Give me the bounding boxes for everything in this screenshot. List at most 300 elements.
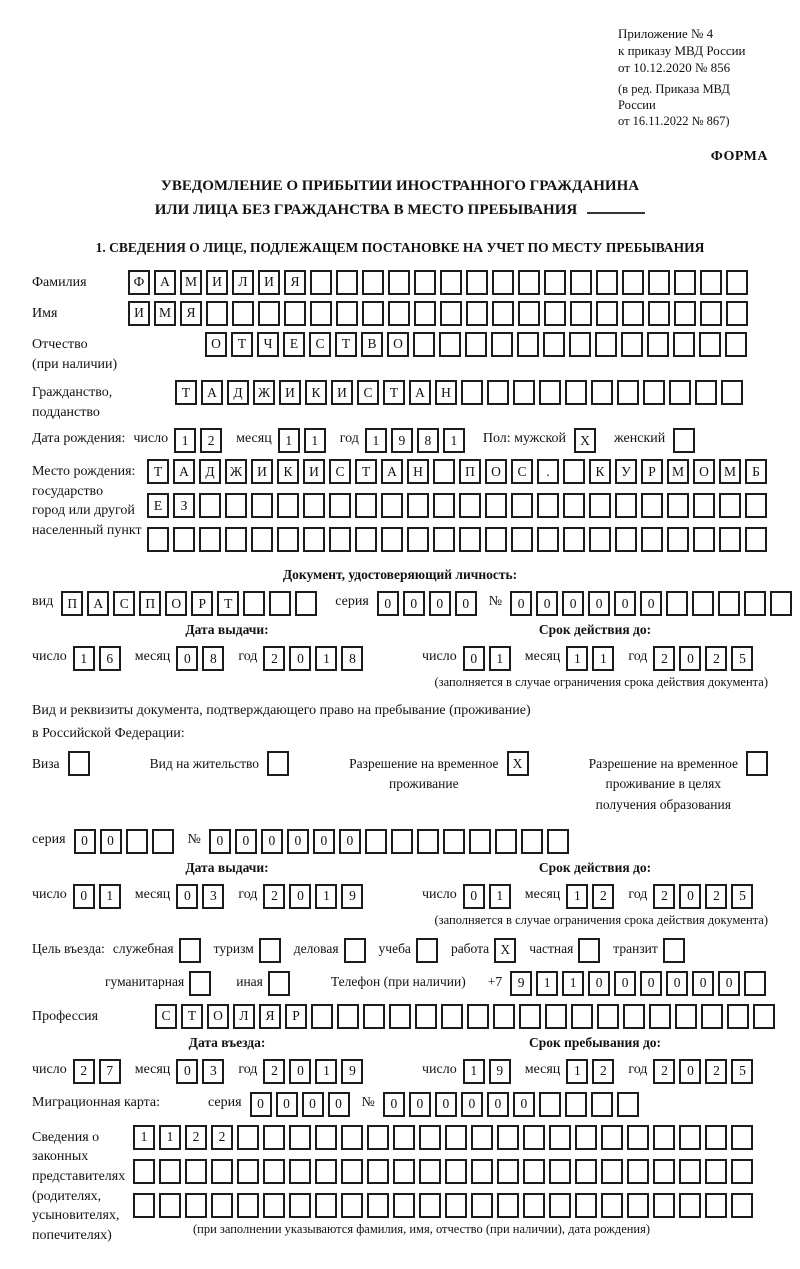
char-cell[interactable]: 0 [640,591,662,616]
char-cell[interactable]: 0 [679,1059,701,1084]
phone-cells[interactable] [510,971,770,996]
surname-cells[interactable] [128,270,752,295]
char-cell[interactable] [251,493,273,518]
char-cell[interactable] [391,829,413,854]
char-cell[interactable] [284,301,306,326]
char-cell[interactable]: 3 [202,884,224,909]
char-cell[interactable] [695,380,717,405]
char-cell[interactable] [544,301,566,326]
char-cell[interactable]: А [87,591,109,616]
char-cell[interactable] [575,1125,597,1150]
char-cell[interactable] [539,1092,561,1117]
char-cell[interactable]: 0 [176,646,198,671]
char-cell[interactable]: 2 [185,1125,207,1150]
identity-issue-year-cells[interactable] [263,646,367,671]
char-cell[interactable] [225,527,247,552]
char-cell[interactable] [417,829,439,854]
char-cell[interactable]: Б [745,459,767,484]
char-cell[interactable] [303,527,325,552]
char-cell[interactable] [381,493,403,518]
birth-year-cells[interactable] [365,428,469,453]
char-cell[interactable]: 2 [705,1059,727,1084]
char-cell[interactable] [518,301,540,326]
char-cell[interactable]: Р [641,459,663,484]
char-cell[interactable]: 0 [261,829,283,854]
char-cell[interactable] [649,1004,671,1029]
char-cell[interactable] [705,1125,727,1150]
char-cell[interactable]: 9 [341,1059,363,1084]
char-cell[interactable]: М [154,301,176,326]
char-cell[interactable] [329,527,351,552]
char-cell[interactable] [575,1193,597,1218]
char-cell[interactable]: С [309,332,331,357]
char-cell[interactable] [295,591,317,616]
char-cell[interactable] [443,829,465,854]
char-cell[interactable] [493,1004,515,1029]
char-cell[interactable]: М [180,270,202,295]
char-cell[interactable] [539,380,561,405]
char-cell[interactable] [523,1125,545,1150]
sex-female-checkbox[interactable] [673,428,699,453]
char-cell[interactable] [744,591,766,616]
temp-residence-checkbox[interactable] [507,751,529,776]
char-cell[interactable]: 0 [640,971,662,996]
char-cell[interactable]: 0 [455,591,477,616]
char-cell[interactable] [521,829,543,854]
char-cell[interactable] [641,527,663,552]
char-cell[interactable] [416,938,438,963]
char-cell[interactable]: 1 [566,884,588,909]
char-cell[interactable] [537,527,559,552]
char-cell[interactable]: С [329,459,351,484]
profession-cells[interactable] [155,1004,779,1029]
char-cell[interactable]: О [693,459,715,484]
char-cell[interactable]: И [258,270,280,295]
char-cell[interactable]: И [128,301,150,326]
char-cell[interactable] [726,301,748,326]
identity-issue-month-cells[interactable] [176,646,228,671]
char-cell[interactable]: И [279,380,301,405]
char-cell[interactable]: 8 [417,428,439,453]
char-cell[interactable] [315,1193,337,1218]
char-cell[interactable]: 0 [588,591,610,616]
char-cell[interactable]: К [305,380,327,405]
char-cell[interactable] [726,270,748,295]
char-cell[interactable] [648,301,670,326]
identity-issue-day-cells[interactable] [73,646,125,671]
char-cell[interactable] [179,938,201,963]
char-cell[interactable] [727,1004,749,1029]
char-cell[interactable]: 8 [341,646,363,671]
purpose-study-checkbox[interactable] [416,938,438,963]
char-cell[interactable] [363,1004,385,1029]
char-cell[interactable]: 9 [341,884,363,909]
char-cell[interactable] [471,1193,493,1218]
char-cell[interactable] [263,1125,285,1150]
char-cell[interactable]: Д [227,380,249,405]
char-cell[interactable]: . [537,459,559,484]
char-cell[interactable] [549,1125,571,1150]
char-cell[interactable]: 0 [435,1092,457,1117]
char-cell[interactable] [491,332,513,357]
residence-issue-year-cells[interactable] [263,884,367,909]
char-cell[interactable]: 1 [592,646,614,671]
char-cell[interactable] [415,1004,437,1029]
char-cell[interactable] [268,971,290,996]
char-cell[interactable] [693,493,715,518]
char-cell[interactable]: 2 [705,646,727,671]
char-cell[interactable] [492,270,514,295]
char-cell[interactable] [466,270,488,295]
char-cell[interactable] [679,1125,701,1150]
char-cell[interactable]: 1 [443,428,465,453]
char-cell[interactable] [669,380,691,405]
char-cell[interactable] [719,493,741,518]
char-cell[interactable] [597,1004,619,1029]
char-cell[interactable]: П [61,591,83,616]
char-cell[interactable] [467,1004,489,1029]
char-cell[interactable] [719,527,741,552]
char-cell[interactable] [471,1125,493,1150]
char-cell[interactable]: 2 [211,1125,233,1150]
char-cell[interactable]: В [361,332,383,357]
char-cell[interactable] [469,829,491,854]
purpose-humanitarian-checkbox[interactable] [189,971,211,996]
char-cell[interactable] [433,527,455,552]
char-cell[interactable] [621,332,643,357]
char-cell[interactable]: 1 [315,1059,337,1084]
char-cell[interactable]: 0 [328,1092,350,1117]
char-cell[interactable]: 0 [487,1092,509,1117]
char-cell[interactable]: Ж [225,459,247,484]
char-cell[interactable] [441,1004,463,1029]
birth-month-cells[interactable] [278,428,330,453]
char-cell[interactable]: 0 [289,1059,311,1084]
entry-month-cells[interactable] [176,1059,228,1084]
char-cell[interactable] [303,493,325,518]
char-cell[interactable] [693,527,715,552]
char-cell[interactable]: 5 [731,1059,753,1084]
char-cell[interactable]: 7 [99,1059,121,1084]
char-cell[interactable] [700,301,722,326]
entry-year-cells[interactable] [263,1059,367,1084]
char-cell[interactable]: 2 [73,1059,95,1084]
char-cell[interactable]: 0 [429,591,451,616]
purpose-business-checkbox[interactable] [344,938,366,963]
char-cell[interactable] [237,1193,259,1218]
char-cell[interactable] [487,380,509,405]
char-cell[interactable]: 0 [235,829,257,854]
char-cell[interactable] [699,332,721,357]
char-cell[interactable]: М [719,459,741,484]
char-cell[interactable] [673,332,695,357]
birth-day-cells[interactable] [174,428,226,453]
patronymic-cells[interactable] [205,332,751,357]
char-cell[interactable] [543,332,565,357]
char-cell[interactable] [746,751,768,776]
char-cell[interactable]: П [459,459,481,484]
char-cell[interactable] [68,751,90,776]
char-cell[interactable] [315,1125,337,1150]
char-cell[interactable]: 2 [705,884,727,909]
char-cell[interactable] [341,1125,363,1150]
char-cell[interactable] [344,938,366,963]
char-cell[interactable] [365,829,387,854]
char-cell[interactable]: 0 [536,591,558,616]
char-cell[interactable] [517,332,539,357]
char-cell[interactable] [622,301,644,326]
char-cell[interactable] [731,1193,753,1218]
char-cell[interactable] [289,1125,311,1150]
birth-place-row2-cells[interactable] [147,493,771,518]
char-cell[interactable] [311,1004,333,1029]
char-cell[interactable] [310,301,332,326]
char-cell[interactable] [492,301,514,326]
residence-series-cells[interactable] [74,829,178,854]
char-cell[interactable]: 1 [489,646,511,671]
char-cell[interactable]: И [206,270,228,295]
char-cell[interactable] [700,270,722,295]
char-cell[interactable] [513,380,535,405]
char-cell[interactable]: А [381,459,403,484]
char-cell[interactable] [523,1193,545,1218]
char-cell[interactable]: И [303,459,325,484]
migration-series-cells[interactable] [250,1092,354,1117]
char-cell[interactable]: 2 [592,884,614,909]
char-cell[interactable] [647,332,669,357]
char-cell[interactable] [199,493,221,518]
char-cell[interactable]: 1 [73,646,95,671]
char-cell[interactable]: 0 [176,884,198,909]
char-cell[interactable]: 2 [653,646,675,671]
char-cell[interactable]: 0 [289,884,311,909]
stay-year-cells[interactable] [653,1059,757,1084]
char-cell[interactable]: С [357,380,379,405]
char-cell[interactable]: 2 [200,428,222,453]
identity-series-cells[interactable] [377,591,481,616]
sex-male-checkbox[interactable] [574,428,600,453]
char-cell[interactable] [641,493,663,518]
char-cell[interactable]: А [409,380,431,405]
char-cell[interactable] [336,270,358,295]
char-cell[interactable]: Д [199,459,221,484]
char-cell[interactable] [329,493,351,518]
char-cell[interactable]: А [201,380,223,405]
char-cell[interactable] [465,332,487,357]
char-cell[interactable] [277,527,299,552]
char-cell[interactable] [663,938,685,963]
char-cell[interactable] [563,527,585,552]
purpose-tourism-checkbox[interactable] [259,938,281,963]
char-cell[interactable] [653,1125,675,1150]
char-cell[interactable] [615,493,637,518]
residence-issue-day-cells[interactable] [73,884,125,909]
migration-number-cells[interactable] [383,1092,643,1117]
char-cell[interactable]: 0 [73,884,95,909]
char-cell[interactable]: 0 [510,591,532,616]
char-cell[interactable]: 0 [513,1092,535,1117]
char-cell[interactable] [497,1193,519,1218]
char-cell[interactable] [563,459,585,484]
residence-number-cells[interactable] [209,829,573,854]
char-cell[interactable]: X [574,428,596,453]
char-cell[interactable]: 0 [250,1092,272,1117]
char-cell[interactable] [596,301,618,326]
citizenship-cells[interactable] [175,380,747,405]
char-cell[interactable]: 1 [562,971,584,996]
char-cell[interactable] [623,1004,645,1029]
char-cell[interactable]: Ч [257,332,279,357]
char-cell[interactable] [601,1125,623,1150]
char-cell[interactable]: 0 [339,829,361,854]
char-cell[interactable]: X [507,751,529,776]
legal-reps-row1-cells[interactable] [133,1125,757,1150]
char-cell[interactable] [440,301,462,326]
char-cell[interactable] [643,380,665,405]
char-cell[interactable]: 0 [403,591,425,616]
char-cell[interactable] [407,527,429,552]
char-cell[interactable] [673,428,695,453]
char-cell[interactable]: 2 [653,1059,675,1084]
char-cell[interactable]: 0 [287,829,309,854]
char-cell[interactable]: 1 [174,428,196,453]
char-cell[interactable]: Ф [128,270,150,295]
char-cell[interactable]: О [207,1004,229,1029]
char-cell[interactable]: 5 [731,646,753,671]
char-cell[interactable] [152,829,174,854]
purpose-work-checkbox[interactable] [494,938,516,963]
char-cell[interactable]: Я [259,1004,281,1029]
char-cell[interactable]: 9 [489,1059,511,1084]
char-cell[interactable]: 0 [383,1092,405,1117]
visa-checkbox[interactable] [68,751,90,776]
char-cell[interactable]: Е [283,332,305,357]
char-cell[interactable] [445,1193,467,1218]
identity-expiry-day-cells[interactable] [463,646,515,671]
char-cell[interactable] [627,1125,649,1150]
char-cell[interactable] [440,270,462,295]
char-cell[interactable] [667,493,689,518]
char-cell[interactable]: 0 [679,646,701,671]
char-cell[interactable]: 2 [653,884,675,909]
char-cell[interactable]: 2 [263,884,285,909]
char-cell[interactable]: О [205,332,227,357]
char-cell[interactable]: 0 [463,646,485,671]
char-cell[interactable]: 0 [409,1092,431,1117]
char-cell[interactable]: 5 [731,884,753,909]
char-cell[interactable]: 1 [315,884,337,909]
char-cell[interactable]: 9 [510,971,532,996]
char-cell[interactable] [381,527,403,552]
char-cell[interactable] [466,301,488,326]
char-cell[interactable] [362,270,384,295]
char-cell[interactable]: К [589,459,611,484]
char-cell[interactable] [337,1004,359,1029]
char-cell[interactable] [549,1193,571,1218]
char-cell[interactable]: Я [284,270,306,295]
char-cell[interactable] [674,270,696,295]
char-cell[interactable] [173,527,195,552]
char-cell[interactable] [589,493,611,518]
char-cell[interactable]: Я [180,301,202,326]
char-cell[interactable]: 2 [263,1059,285,1084]
char-cell[interactable]: 2 [263,646,285,671]
char-cell[interactable]: Т [147,459,169,484]
char-cell[interactable]: 6 [99,646,121,671]
char-cell[interactable]: 0 [463,884,485,909]
name-cells[interactable] [128,301,752,326]
char-cell[interactable]: К [277,459,299,484]
char-cell[interactable]: Н [407,459,429,484]
char-cell[interactable]: 1 [304,428,326,453]
char-cell[interactable] [147,527,169,552]
char-cell[interactable]: У [615,459,637,484]
char-cell[interactable]: С [113,591,135,616]
char-cell[interactable]: И [331,380,353,405]
char-cell[interactable] [389,1004,411,1029]
temp-residence-education-checkbox[interactable] [746,751,768,776]
char-cell[interactable] [544,270,566,295]
residence-issue-month-cells[interactable] [176,884,228,909]
char-cell[interactable] [211,1193,233,1218]
char-cell[interactable] [433,493,455,518]
char-cell[interactable] [674,301,696,326]
char-cell[interactable] [596,270,618,295]
birth-place-row3-cells[interactable] [147,527,771,552]
char-cell[interactable] [770,591,792,616]
char-cell[interactable]: X [494,938,516,963]
char-cell[interactable]: 0 [588,971,610,996]
legal-reps-row3-cells[interactable] [133,1193,757,1218]
char-cell[interactable]: 1 [159,1125,181,1150]
char-cell[interactable]: 1 [566,1059,588,1084]
char-cell[interactable]: Е [147,493,169,518]
char-cell[interactable] [745,527,767,552]
char-cell[interactable]: 0 [276,1092,298,1117]
char-cell[interactable]: Л [232,270,254,295]
char-cell[interactable]: 1 [489,884,511,909]
char-cell[interactable] [511,527,533,552]
char-cell[interactable] [341,1193,363,1218]
identity-expiry-year-cells[interactable] [653,646,757,671]
char-cell[interactable]: О [485,459,507,484]
char-cell[interactable] [511,493,533,518]
char-cell[interactable] [545,1004,567,1029]
stay-day-cells[interactable] [463,1059,515,1084]
char-cell[interactable]: А [154,270,176,295]
char-cell[interactable] [336,301,358,326]
char-cell[interactable] [310,270,332,295]
char-cell[interactable]: О [387,332,409,357]
char-cell[interactable] [595,332,617,357]
char-cell[interactable]: 0 [679,884,701,909]
char-cell[interactable] [622,270,644,295]
char-cell[interactable] [206,301,228,326]
char-cell[interactable] [648,270,670,295]
char-cell[interactable] [459,527,481,552]
char-cell[interactable] [679,1193,701,1218]
char-cell[interactable]: 1 [566,646,588,671]
char-cell[interactable]: Т [175,380,197,405]
char-cell[interactable] [547,829,569,854]
char-cell[interactable] [414,301,436,326]
char-cell[interactable] [617,380,639,405]
char-cell[interactable] [126,829,148,854]
char-cell[interactable] [705,1193,727,1218]
char-cell[interactable]: 0 [74,829,96,854]
char-cell[interactable] [419,1193,441,1218]
char-cell[interactable]: 1 [536,971,558,996]
